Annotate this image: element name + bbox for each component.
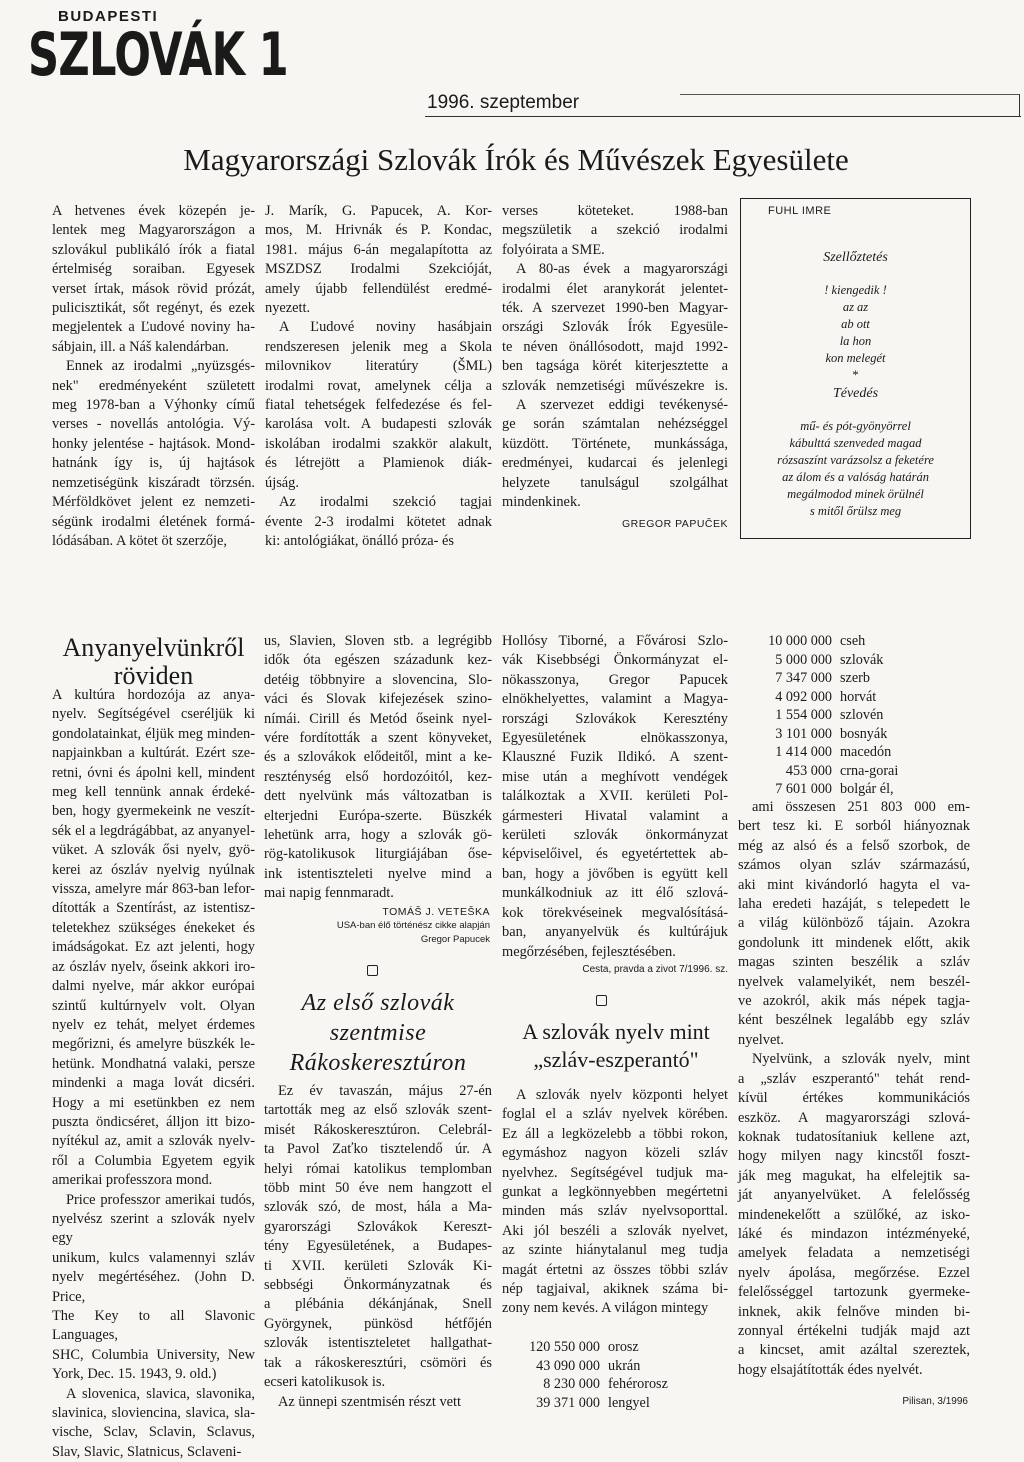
nyelv-source: Pilisan, 3/1996 xyxy=(902,1396,968,1407)
text-line: Nyelvünk, a szlovák nyelv, mint xyxy=(752,1051,970,1068)
text-line: amelyek feladata a nemzetiségi xyxy=(738,1245,970,1262)
language-name: cseh xyxy=(840,633,866,649)
text-line: honky jelentése - hajtások. Mond- xyxy=(52,435,255,452)
language-name: bolgár él, xyxy=(840,781,894,797)
text-line: szlovák istentiszteletet hallgathat- xyxy=(264,1335,492,1352)
text-line: felelősséggel tartozunk gyermeke- xyxy=(738,1284,970,1301)
top-article-signature: GREGOR PAPUČEK xyxy=(622,518,728,530)
text-line: megszületik a szekció irodalmi xyxy=(502,222,728,239)
text-line: la hon xyxy=(839,334,872,348)
text-line: és létrejött a Plamienok diák- xyxy=(265,455,492,472)
article-nyelv-title xyxy=(498,1018,734,1074)
text-line: lódásában. A kötet öt szerzője, xyxy=(52,532,228,549)
text-line: ják meg magukat, ha elfelejtik sa- xyxy=(738,1167,970,1184)
text-line: magát értetni az összes többi szláv xyxy=(502,1261,728,1278)
stats-row xyxy=(738,743,968,762)
text-line: Egyesületének elnökasszonya, xyxy=(502,730,728,747)
article-anyanyelv-title-line1: Anyanyelvünkről xyxy=(62,633,245,662)
text-line: Az irodalmi szekció tagjai xyxy=(279,494,492,511)
top-article-column-1 xyxy=(52,202,255,551)
text-line: rendszeresen jelenik meg a Skola xyxy=(265,338,492,355)
text-line: az ószláv nyelv, őseink akkori iro- xyxy=(52,958,255,975)
text-line: helyzete tanulságul szolgálhat xyxy=(502,474,728,491)
text-line: Klauszné Fuzik Ildikó. A szent- xyxy=(502,749,728,766)
text-line: küzdött. Története, munkássága, xyxy=(502,435,728,452)
text-line: us, Slavien, Sloven stb. a legrégibb xyxy=(264,633,492,649)
text-line: tartották meg az első szlovák szent- xyxy=(264,1102,492,1119)
article-mise-title-line3: Rákoskeresztúron xyxy=(289,1050,467,1076)
text-line: mindenekelőtt a szülőké, az isko- xyxy=(738,1206,970,1223)
language-name: bosnyák xyxy=(840,725,888,742)
language-name: orosz xyxy=(608,1339,639,1355)
text-line: megőrizni, és amelyre büszkék le- xyxy=(52,1036,255,1053)
text-line: kon melegét xyxy=(825,351,886,365)
nyelv-column-1 xyxy=(502,1086,728,1319)
text-line: verses - novellás antológia. Vý- xyxy=(52,416,255,433)
text-line: rög-katolikusok liturgiájában őse- xyxy=(264,846,492,863)
text-line: amely újabb fellendülést eredmé- xyxy=(265,280,492,297)
text-line: és a szlovákok elődeitől, mint a ke- xyxy=(264,749,492,766)
stats-row xyxy=(738,669,968,688)
text-line: sék el a legdrágábbat, az anyanyel- xyxy=(52,822,255,839)
speaker-count: 5 000 000 xyxy=(775,651,832,668)
text-line: sábjain, ill. a Náš kalendárban. xyxy=(52,338,230,355)
text-line: gármesteri Hivatal valamint a xyxy=(502,807,728,824)
text-line: te néven önállósodott, majd 1992- xyxy=(502,338,728,355)
text-line: munkálkodniuk az itt élő szlová- xyxy=(502,885,728,902)
text-line: meg 1978-ban a Výhonky című xyxy=(52,397,255,414)
text-line: ami összesen 251 803 000 em- xyxy=(752,799,970,815)
text-line: megőrzésében, fejlesztésében. xyxy=(502,943,676,960)
text-line: A szervezet eddigi tevékenysé- xyxy=(516,397,728,414)
text-line: ben tagsága körét kiterjesztette a xyxy=(502,358,728,375)
text-line: rózsaszínt varázsolsz a feketére xyxy=(777,453,934,467)
text-line: SHC, Columbia University, New xyxy=(52,1346,255,1363)
text-line: ben, hogy gyermekeink ne veszít- xyxy=(52,803,255,820)
text-line: A slovenica, slavica, slavonika, xyxy=(66,1385,255,1402)
text-line: évente 2-3 irodalmi kötetet adnak xyxy=(265,513,492,530)
text-line: detéig többnyire a slovencina, Slo- xyxy=(264,671,492,688)
article-nyelv-title-line2: „szláv-eszperantó" xyxy=(533,1047,699,1072)
stats-row xyxy=(738,651,968,670)
speaker-count: 39 371 000 xyxy=(536,1394,600,1411)
text-line: Ez áll a legközelebb a többi rokon, xyxy=(502,1125,728,1142)
text-line: iskolában irodalmi szakkör alakult, xyxy=(265,435,492,452)
text-line: lentek meg Magyarországon a xyxy=(52,222,255,239)
text-line: Mérföldkövet jelent ez nemzeti- xyxy=(52,494,255,511)
poem-title-2: Tévedés xyxy=(832,386,879,401)
text-line: kok törekvéseinek megvalósításá- xyxy=(502,904,728,921)
text-line: nyítékul az, amit a szlovák nyelv- xyxy=(52,1133,255,1150)
text-line: találkoztak a XVII. kerületi Pol- xyxy=(502,788,728,805)
text-line: ge során számtalan nehézséggel xyxy=(502,416,728,433)
text-line: vák Kisebbségi Önkormányzat el- xyxy=(502,652,728,669)
speaker-count: 1 554 000 xyxy=(775,707,832,723)
text-line: nökasszonya, Gregor Papucek xyxy=(502,671,728,688)
anyanyelv-signature-name: TOMÁŠ J. VETEŠKA xyxy=(382,906,490,918)
text-line: York, Dec. 15. 1943, 9. old.) xyxy=(52,1366,217,1383)
text-line: nek" eredményeként született xyxy=(52,377,255,394)
anyanyelv-signature-note: USA-ban élő történész cikke alapján xyxy=(336,920,490,931)
text-line: Az ünnepi szentmisén részt vett xyxy=(278,1393,462,1410)
text-line: szintű kultúrnyelv volt. Olyan xyxy=(52,997,255,1014)
text-line: a kincset, amit azáltal szereztek, xyxy=(738,1342,970,1359)
text-line: The Key to all Slavonic Languages, xyxy=(52,1308,255,1344)
masthead-city: BUDAPESTI xyxy=(58,8,159,25)
text-line: Györgynek, pünkösd hétfőjén xyxy=(264,1315,492,1332)
text-line: ta Pavol Zaťko tisztelendő úr. A xyxy=(264,1141,492,1158)
text-line: országi Szlovák Írók Egyesüle- xyxy=(502,319,728,336)
text-line: megjelentek a Ľudové noviny ha- xyxy=(52,319,255,336)
article-mise-title-line2: szentmise xyxy=(329,1020,427,1046)
text-line: eredményei, kudarcai és jelenlegi xyxy=(502,455,728,472)
speaker-count: 453 000 xyxy=(785,762,832,779)
text-line: koknak tudatosítaniuk kellene azt, xyxy=(738,1128,970,1145)
text-line: mindenkinek. xyxy=(502,494,581,511)
text-line: hogy milyen nagy kincstől foszt- xyxy=(738,1148,970,1165)
text-line: J. Marík, G. Papucek, A. Kor- xyxy=(265,203,492,219)
poem-separator-star: * xyxy=(852,368,859,382)
text-line: ték. A szervezet 1990-ben Magyar- xyxy=(502,300,728,317)
text-line: sebbségi Önkormányzatnak és xyxy=(264,1277,492,1294)
language-name: szlovák xyxy=(840,651,884,668)
poem-2 xyxy=(740,418,971,520)
speaker-stats-east xyxy=(508,1338,728,1412)
text-line: misét Rákoskeresztúron. Celebrál- xyxy=(264,1121,492,1138)
text-line: gondolunk itt mindenek előtt, akik xyxy=(738,934,970,951)
text-line: dalmi nyelve, már akkor európai xyxy=(52,978,255,995)
text-line: bert tesz ki. E sorból hiányoznak xyxy=(738,818,970,835)
text-line: A kultúra hordozója az anya- xyxy=(52,687,255,703)
text-line: inknek, akik felnőve minden bi- xyxy=(738,1303,970,1320)
text-line: zony nem kevés. A világon mintegy xyxy=(502,1300,709,1317)
language-name: szlovén xyxy=(840,707,884,723)
text-line: A Ľudové noviny hasábjain xyxy=(279,319,492,336)
text-line: vische, Sclav, Sclavin, Sclavus, xyxy=(52,1424,255,1441)
text-line: megálmodod minek örülnél xyxy=(787,487,924,501)
stats-row xyxy=(738,762,968,781)
text-line: eszköz. A magyarországi szlová- xyxy=(738,1109,970,1126)
text-line: gondolatainkat, éljük meg minden- xyxy=(52,725,255,742)
text-line: újság. xyxy=(265,474,299,491)
text-line: gunkat a legkönnyebben megértetni xyxy=(502,1184,728,1201)
anyanyelv-column-1 xyxy=(52,686,255,1462)
text-line: folyóirata a SME. xyxy=(502,241,605,258)
text-line: irodalmi élet aranykorát jelentet- xyxy=(502,280,728,297)
article-anyanyelv-title-line2: röviden xyxy=(113,661,194,690)
text-line: váci és Slovak kifejezések szino- xyxy=(264,691,492,708)
text-line: ját anyanyelvüket. A felelősség xyxy=(738,1187,970,1204)
text-line: puszta öndicséret, álljon itt bizo- xyxy=(52,1113,255,1130)
article-mise-title-line1: Az első szlovák xyxy=(301,990,455,1016)
mise-column-1 xyxy=(264,1082,492,1412)
issue-date: 1996. szeptember xyxy=(427,92,580,113)
stats-row xyxy=(738,725,968,744)
mise-source: Cesta, pravda a zivot 7/1996. sz. xyxy=(582,964,728,975)
mise-column-2 xyxy=(502,632,728,962)
text-line: Slav, Slavic, Slatnicus, Sclaveni- xyxy=(52,1443,242,1460)
text-line: kívül értékes kommunikációs xyxy=(738,1090,970,1107)
speaker-count: 10 000 000 xyxy=(768,633,832,649)
end-mark-icon xyxy=(596,995,607,1006)
speaker-count: 1 414 000 xyxy=(775,744,832,760)
text-line: ként beszélnek legalább egy szláv xyxy=(738,1012,970,1029)
text-line: az álom és a valóság határán xyxy=(782,470,929,484)
text-line: irodalmi rovat, amelynek célja a xyxy=(265,377,492,394)
text-line: mai napig fennmaradt. xyxy=(264,885,394,902)
text-line: Ennek az irodalmi „nyüzsgés- xyxy=(66,358,255,375)
text-line: mű- és pót-gyönyörrel xyxy=(800,419,911,433)
text-line: ban, hogy a jövőben is együtt kell xyxy=(502,865,728,882)
issue-rule-end xyxy=(1019,94,1020,116)
text-line: ségünk irodalmi életének formá- xyxy=(52,513,255,530)
text-line: milovnikov literatúry (ŠML) xyxy=(265,358,492,375)
text-line: több mint 50 éve nem hangzott el xyxy=(264,1180,492,1197)
text-line: fiatal tehetségek felfedezése és fel- xyxy=(265,397,492,414)
language-name: macedón xyxy=(840,744,892,760)
poem-author: FUHL IMRE xyxy=(768,205,832,217)
text-line: rországi Szlovákok Keresztény xyxy=(502,710,728,727)
text-line: karolása volt. A budapesti szlovák xyxy=(265,416,492,433)
text-line: magas szinten beszélik a szláv xyxy=(738,954,970,971)
nyelv-column-2 xyxy=(738,798,970,1380)
text-line: mise után a meghívott vendégek xyxy=(502,768,728,785)
text-line: Hollósy Tiborné, a Fővárosi Szlo- xyxy=(502,633,728,649)
text-line: Price professzor amerikai tudós, xyxy=(66,1191,255,1208)
text-line: napjainkban a kultúrát. Ezért sze- xyxy=(52,745,255,762)
article-mise-title xyxy=(264,988,492,1078)
text-line: slavinica, sloviencina, slavica, sla- xyxy=(52,1405,255,1422)
text-line: szlovákul publikáló írók a fiatal xyxy=(52,241,255,258)
text-line: a világ különböző tájain. Azokra xyxy=(738,915,970,932)
text-line: a plébánia dékánjának, Snell xyxy=(264,1296,492,1313)
text-line: laha eredeti hazáját, s telepedett le xyxy=(738,896,970,913)
text-line: nyelvet. xyxy=(738,1031,784,1048)
text-line: gyarországi Szlovákok Kereszt- xyxy=(264,1218,492,1235)
text-line: hatnánk így is, új hajtások xyxy=(52,455,255,472)
text-line: verset írtak, mások rövid prózát, xyxy=(52,280,255,297)
text-line: s mitől őrülsz meg xyxy=(809,504,902,518)
stats-row xyxy=(508,1394,728,1413)
text-line: szlovák nemzetiségi művészekre is. xyxy=(502,377,728,394)
text-line: az szinte hiánytalanul meg tudja xyxy=(502,1242,728,1259)
text-line: ti XVII. kerületi Szlovák Ki- xyxy=(264,1257,492,1274)
text-line: kerületi szlovák önkormányzat xyxy=(502,827,728,844)
text-line: meg kell tennünk annak érdeké- xyxy=(52,784,255,801)
article-anyanyelv-title xyxy=(52,634,255,690)
text-line: képviselőivel, és egyetértettek ab- xyxy=(502,846,728,863)
text-line: számos olyan szláv származású, xyxy=(738,857,970,874)
text-line: mindenki a maga lovát dicséri. xyxy=(52,1075,255,1092)
text-line: az az xyxy=(842,300,869,314)
text-line: nyelv ápolása, megőrzése. Ezzel xyxy=(738,1264,970,1281)
issue-rule-bottom xyxy=(425,116,1021,117)
poem-1 xyxy=(740,282,971,367)
text-line: 1981. május 6-án megalapította az xyxy=(265,241,492,258)
stats-row xyxy=(508,1375,728,1394)
text-line: dett nyelvünk más változatban is xyxy=(264,788,492,805)
text-line: ki: antológiákat, önálló próza- és xyxy=(265,532,455,549)
text-line: minden más szláv nyelvsoporttal. xyxy=(502,1203,728,1220)
stats-row xyxy=(738,688,968,707)
speaker-count: 120 550 000 xyxy=(529,1339,600,1355)
text-line: verses köteteket. 1988-ban xyxy=(502,203,728,219)
text-line: nyelvek valamelyikét, nem beszél- xyxy=(738,973,970,990)
text-line: vissza, amelyre már 863-ban lefor- xyxy=(52,881,255,898)
text-line: imádságokat. Ez azt jelenti, hogy xyxy=(52,939,255,956)
text-line: Hogy a mi esetünkben ez nem xyxy=(52,1094,255,1111)
text-line: MSZDSZ Irodalmi Szekcióját, xyxy=(265,261,492,278)
stats-row xyxy=(738,632,968,651)
text-line: dították a Szentírást, az istentisz- xyxy=(52,900,255,917)
text-line: retni, óvni és ápolni kell, mindent xyxy=(52,764,255,781)
text-line: A 80-as évek a magyarországi xyxy=(516,261,728,278)
text-line: lehetünk arra, hogy a szlovák gö- xyxy=(264,827,492,844)
issue-rule xyxy=(680,94,1020,95)
speaker-count: 4 092 000 xyxy=(775,688,832,705)
text-line: nyelv ez tehát, melyet érdemes xyxy=(52,1016,255,1033)
speaker-count: 7 601 000 xyxy=(775,781,832,797)
text-line: foglal el a szláv nyelvek körében. xyxy=(502,1106,728,1123)
text-line: ink istentiszteleti nyelve mind a xyxy=(264,865,492,882)
text-line: pulicisztikát, sőt regényt, és ezek xyxy=(52,300,255,317)
text-line: nyelvész szerint a szlovák nyelv egy xyxy=(52,1210,255,1247)
text-line: vüket. A szlovák ősi nyelv, gyö- xyxy=(52,842,255,859)
top-article-column-3 xyxy=(502,202,728,513)
text-line: ről a Columbia Egyetem egyik xyxy=(52,1152,255,1169)
text-line: egymáshoz nagyon közeli szláv xyxy=(502,1145,728,1162)
speaker-count: 43 090 000 xyxy=(536,1357,600,1374)
text-line: Ez év tavaszán, május 27-én xyxy=(278,1083,492,1099)
article-nyelv-title-line1: A szlovák nyelv mint xyxy=(522,1019,710,1044)
language-name: ukrán xyxy=(608,1357,641,1374)
stats-row xyxy=(508,1357,728,1376)
text-line: unikum, kulcs valamennyi szláv xyxy=(52,1249,255,1266)
text-line: idők óta egészen századunk kez- xyxy=(264,652,492,669)
text-line: helyi római katolikus templomban xyxy=(264,1160,492,1177)
text-line: kábulttá szenveded magad xyxy=(789,436,922,450)
anyanyelv-signature xyxy=(300,905,490,947)
text-line: ab ott xyxy=(841,317,870,331)
text-line: nemzetiségünk kiszáradt törzsén. xyxy=(52,474,255,491)
text-line: nyelv. Segítségével cseréljük ki xyxy=(52,706,255,723)
text-line: teletekhez szükséges énekeket és xyxy=(52,919,255,936)
text-line: aki mint kivándorló hagyta el va- xyxy=(738,876,970,893)
text-line: még az alsó és a felső szorbok, de xyxy=(738,837,970,854)
text-line: ecseri katolikusok is. xyxy=(264,1374,386,1391)
top-article-column-2 xyxy=(265,202,492,551)
text-line: mos, M. Hrivnák és P. Kondac, xyxy=(265,222,492,239)
text-line: amerikai professzora mond. xyxy=(52,1172,213,1189)
text-line: hetünk. Mondhatná valaki, persze xyxy=(52,1055,255,1072)
text-line: hogy elsajátították édes nyelvét. xyxy=(738,1361,923,1378)
speaker-count: 3 101 000 xyxy=(775,725,832,742)
end-mark-icon xyxy=(367,965,378,976)
anyanyelv-signature-credit: Gregor Papucek xyxy=(420,934,490,945)
language-name: lengyel xyxy=(608,1394,650,1411)
masthead-title: SZLOVÁK 1 xyxy=(28,20,289,90)
language-name: szerb xyxy=(840,670,870,686)
text-line: nép tagjaival, akiknek száma bi- xyxy=(502,1281,728,1298)
text-line: A hetvenes évek közepén je- xyxy=(52,203,255,219)
language-name: crna-gorai xyxy=(840,762,899,779)
text-line: tény Egyesületének, a Budapes- xyxy=(264,1238,492,1255)
text-line: reszténység első hordozóitól, kez- xyxy=(264,768,492,785)
text-line: ve azokról, akik más népek tagja- xyxy=(738,993,970,1010)
text-line: értelmiség soraiban. Egyesek xyxy=(52,261,255,278)
text-line: ! kiengedik ! xyxy=(824,283,887,297)
text-line: a „szláv eszperantó" tehát rend- xyxy=(738,1070,970,1087)
text-line: zonnyal értékelni tudják majd azt xyxy=(738,1322,970,1339)
text-line: nyelv megértéséhez. (John D. Price, xyxy=(52,1269,255,1305)
poem-title-1: Szellőztetés xyxy=(823,250,888,265)
text-line: láké és mindazon intézményeké, xyxy=(738,1225,970,1242)
text-line: A szlovák nyelv központi helyet xyxy=(516,1087,728,1103)
speaker-count: 7 347 000 xyxy=(775,670,832,686)
stats-row xyxy=(738,780,968,799)
anyanyelv-column-2 xyxy=(264,632,492,904)
language-name: fehérorosz xyxy=(608,1376,668,1392)
text-line: szlovák szó, de most, hála a Ma- xyxy=(264,1199,492,1216)
text-line: nímái. Cirill és Metód őseink nyel- xyxy=(264,710,492,727)
text-line: kerei az ószláv nyelvig nyúlnak xyxy=(52,861,255,878)
language-name: horvát xyxy=(840,688,877,705)
speaker-count: 8 230 000 xyxy=(543,1376,600,1392)
text-line: elterjedni Európa-szerte. Büszkék xyxy=(264,807,492,824)
text-line: vére fordították a szent könyveket, xyxy=(264,730,492,747)
stats-row xyxy=(508,1338,728,1357)
page-heading: Magyarországi Szlovák Írók és Művészek Egyesülete xyxy=(183,142,849,177)
speaker-stats-south xyxy=(738,632,968,799)
text-line: nyelvhez. Segítségével tudjuk ma- xyxy=(502,1164,728,1181)
text-line: Aki jól beszéli a szlovák nyelvet, xyxy=(502,1222,728,1239)
text-line: tak a rákoskeresztúri, csömöri és xyxy=(264,1354,492,1371)
text-line: ban, anyanyelvük és kultúrájuk xyxy=(502,924,728,941)
text-line: nyezett. xyxy=(265,300,311,317)
text-line: elnökhelyettes, valamint a Magya- xyxy=(502,691,728,708)
stats-row xyxy=(738,706,968,725)
